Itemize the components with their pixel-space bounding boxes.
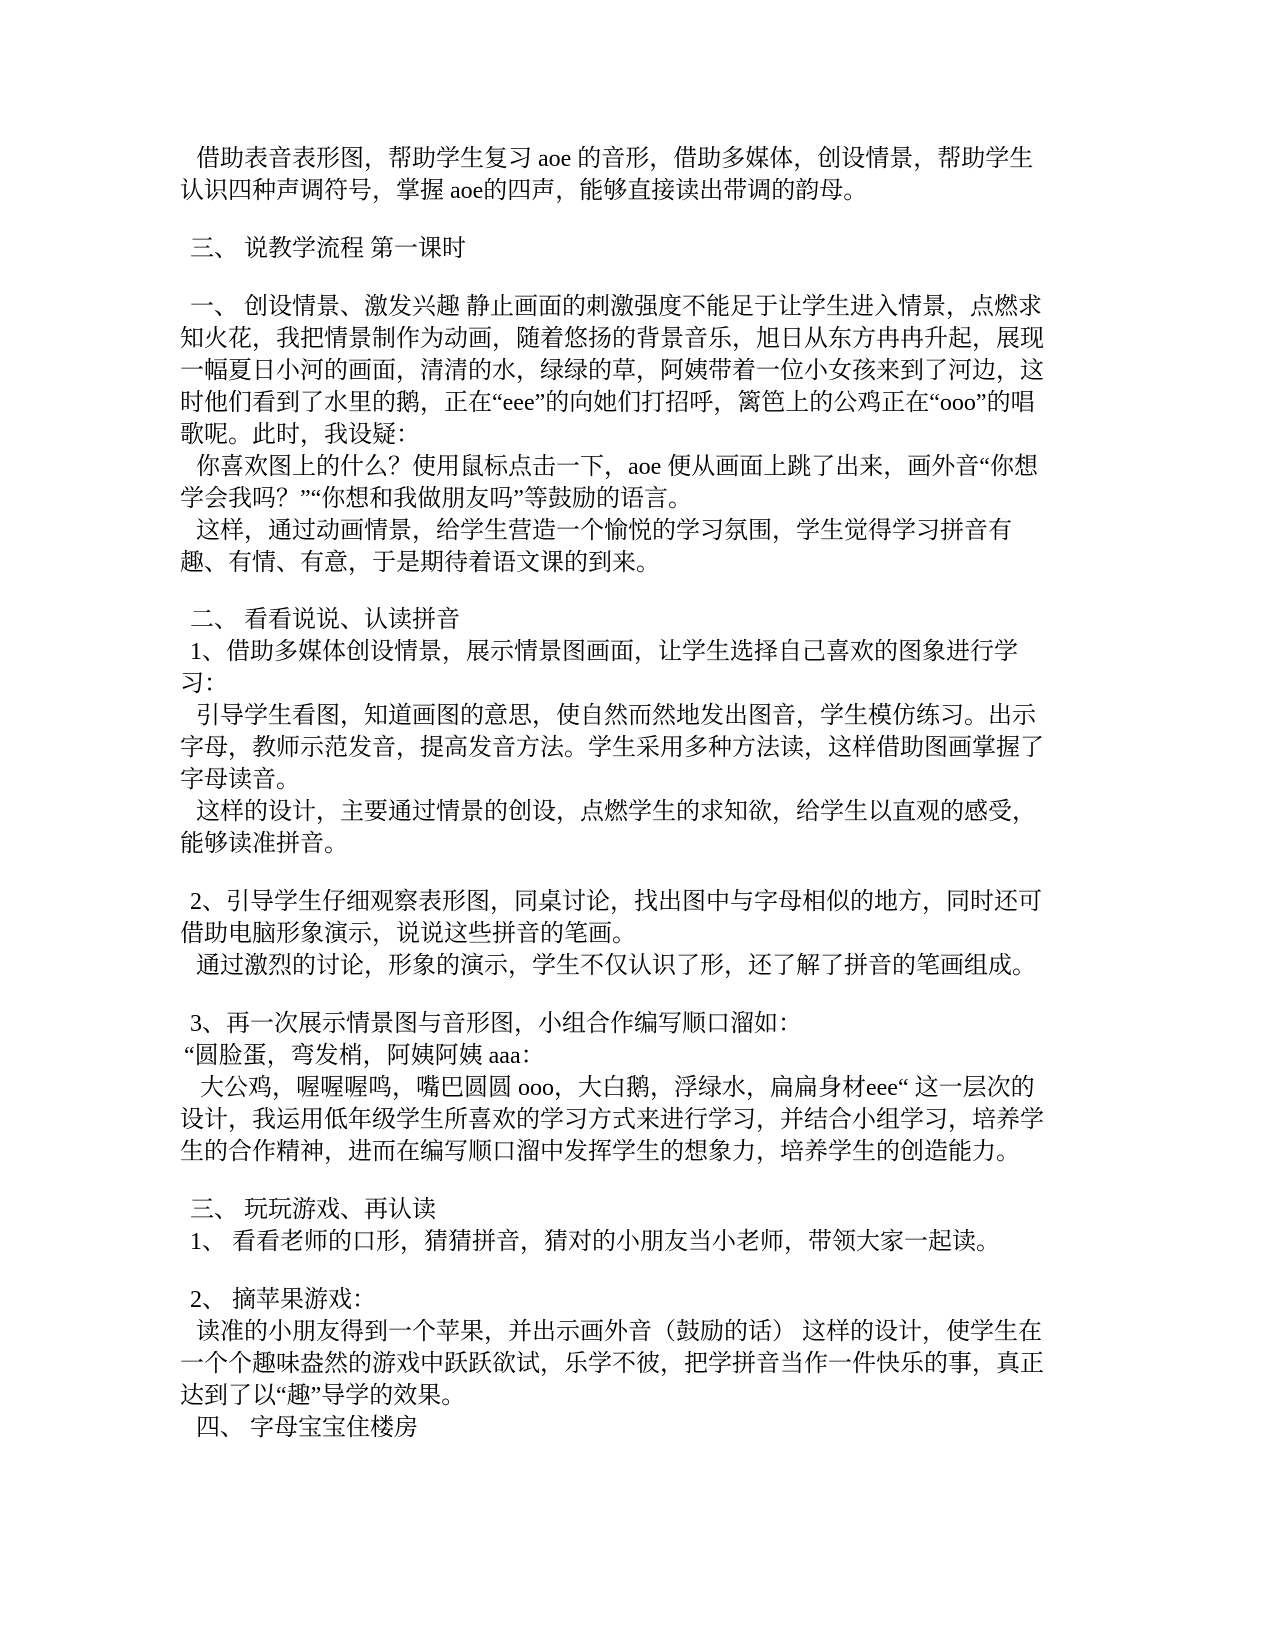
section-heading: 三、 说教学流程 第一课时 (190, 236, 466, 262)
paragraph-line: 习： (180, 671, 228, 697)
paragraph-line: 达到了以“趣”导学的效果。 (180, 1383, 466, 1409)
paragraph-line: 设计，我运用低年级学生所喜欢的学习方式来进行学习，并结合小组学习，培养学 (180, 1107, 1044, 1133)
paragraph-line: 认识四种声调符号，掌握 aoe的四声，能够直接读出带调的韵母。 (180, 178, 868, 204)
paragraph-line: 2、引导学生仔细观察表形图，同桌讨论，找出图中与字母相似的地方，同时还可 (190, 889, 1042, 915)
paragraph-line: 借助表音表形图，帮助学生复习 aoe 的音形，借助多媒体，创设情景，帮助学生 (196, 146, 1034, 172)
paragraph-line: 这样，通过动画情景，给学生营造一个愉悦的学习氛围，学生觉得学习拼音有 (196, 518, 1012, 544)
paragraph-line: “圆脸蛋，弯发梢，阿姨阿姨 aaa： (184, 1043, 545, 1069)
section-heading: 四、 字母宝宝住楼房 (196, 1415, 418, 1441)
paragraph-line: 一幅夏日小河的画面，清清的水，绿绿的草，阿姨带着一位小女孩来到了河边，这 (180, 358, 1044, 384)
paragraph-line: 生的合作精神，进而在编写顺口溜中发挥学生的想象力，培养学生的创造能力。 (180, 1139, 1020, 1165)
paragraph-line: 一个个趣味盎然的游戏中跃跃欲试，乐学不彼，把学拼音当作一件快乐的事，真正 (180, 1351, 1044, 1377)
paragraph-line: 时他们看到了水里的鹅，正在“eee”的向她们打招呼，篱笆上的公鸡正在“ooo”的唱 (180, 390, 1035, 416)
paragraph-line: 2、 摘苹果游戏： (190, 1287, 376, 1313)
paragraph-line: 这样的设计，主要通过情景的创设，点燃学生的求知欲，给学生以直观的感受， (196, 799, 1036, 825)
paragraph-line: 学会我吗？”“你想和我做朋友吗”等鼓励的语言。 (180, 486, 692, 512)
paragraph-line: 1、借助多媒体创设情景，展示情景图画面，让学生选择自己喜欢的图象进行学 (190, 639, 1018, 665)
paragraph-line: 1、 看看老师的口形，猜猜拼音，猜对的小朋友当小老师，带领大家一起读。 (190, 1229, 1000, 1255)
paragraph-line: 借助电脑形象演示，说说这些拼音的笔画。 (180, 921, 636, 947)
paragraph-line: 能够读准拼音。 (180, 831, 348, 857)
paragraph-line: 一、 创设情景、激发兴趣 静止画面的刺激强度不能足于让学生进入情景，点燃求 (190, 294, 1042, 320)
section-heading: 二、 看看说说、认读拼音 (190, 607, 460, 633)
paragraph-line: 引导学生看图，知道画图的意思，使自然而然地发出图音，学生模仿练习。出示 (196, 703, 1036, 729)
paragraph-line: 你喜欢图上的什么？使用鼠标点击一下，aoe 便从画面上跳了出来，画外音“你想 (196, 454, 1038, 480)
paragraph-line: 字母，教师示范发音，提高发音方法。学生采用多种方法读，这样借助图画掌握了 (180, 735, 1044, 761)
paragraph-line: 大公鸡，喔喔喔鸣，嘴巴圆圆 ooo，大白鹅，浮绿水，扁扁身材eee“ 这一层次的 (200, 1075, 1035, 1101)
paragraph-line: 读准的小朋友得到一个苹果，并出示画外音（鼓励的话） 这样的设计，使学生在 (196, 1319, 1042, 1345)
paragraph-line: 通过激烈的讨论，形象的演示，学生不仅认识了形，还了解了拼音的笔画组成。 (196, 953, 1036, 979)
section-heading: 三、 玩玩游戏、再认读 (190, 1197, 436, 1223)
paragraph-line: 字母读音。 (180, 767, 300, 793)
paragraph-line: 知火花，我把情景制作为动画，随着悠扬的背景音乐，旭日从东方冉冉升起，展现 (180, 326, 1044, 352)
paragraph-line: 趣、有情、有意，于是期待着语文课的到来。 (180, 550, 660, 576)
paragraph-line: 3、再一次展示情景图与音形图，小组合作编写顺口溜如： (190, 1011, 802, 1037)
paragraph-line: 歌呢。此时，我设疑： (180, 422, 420, 448)
